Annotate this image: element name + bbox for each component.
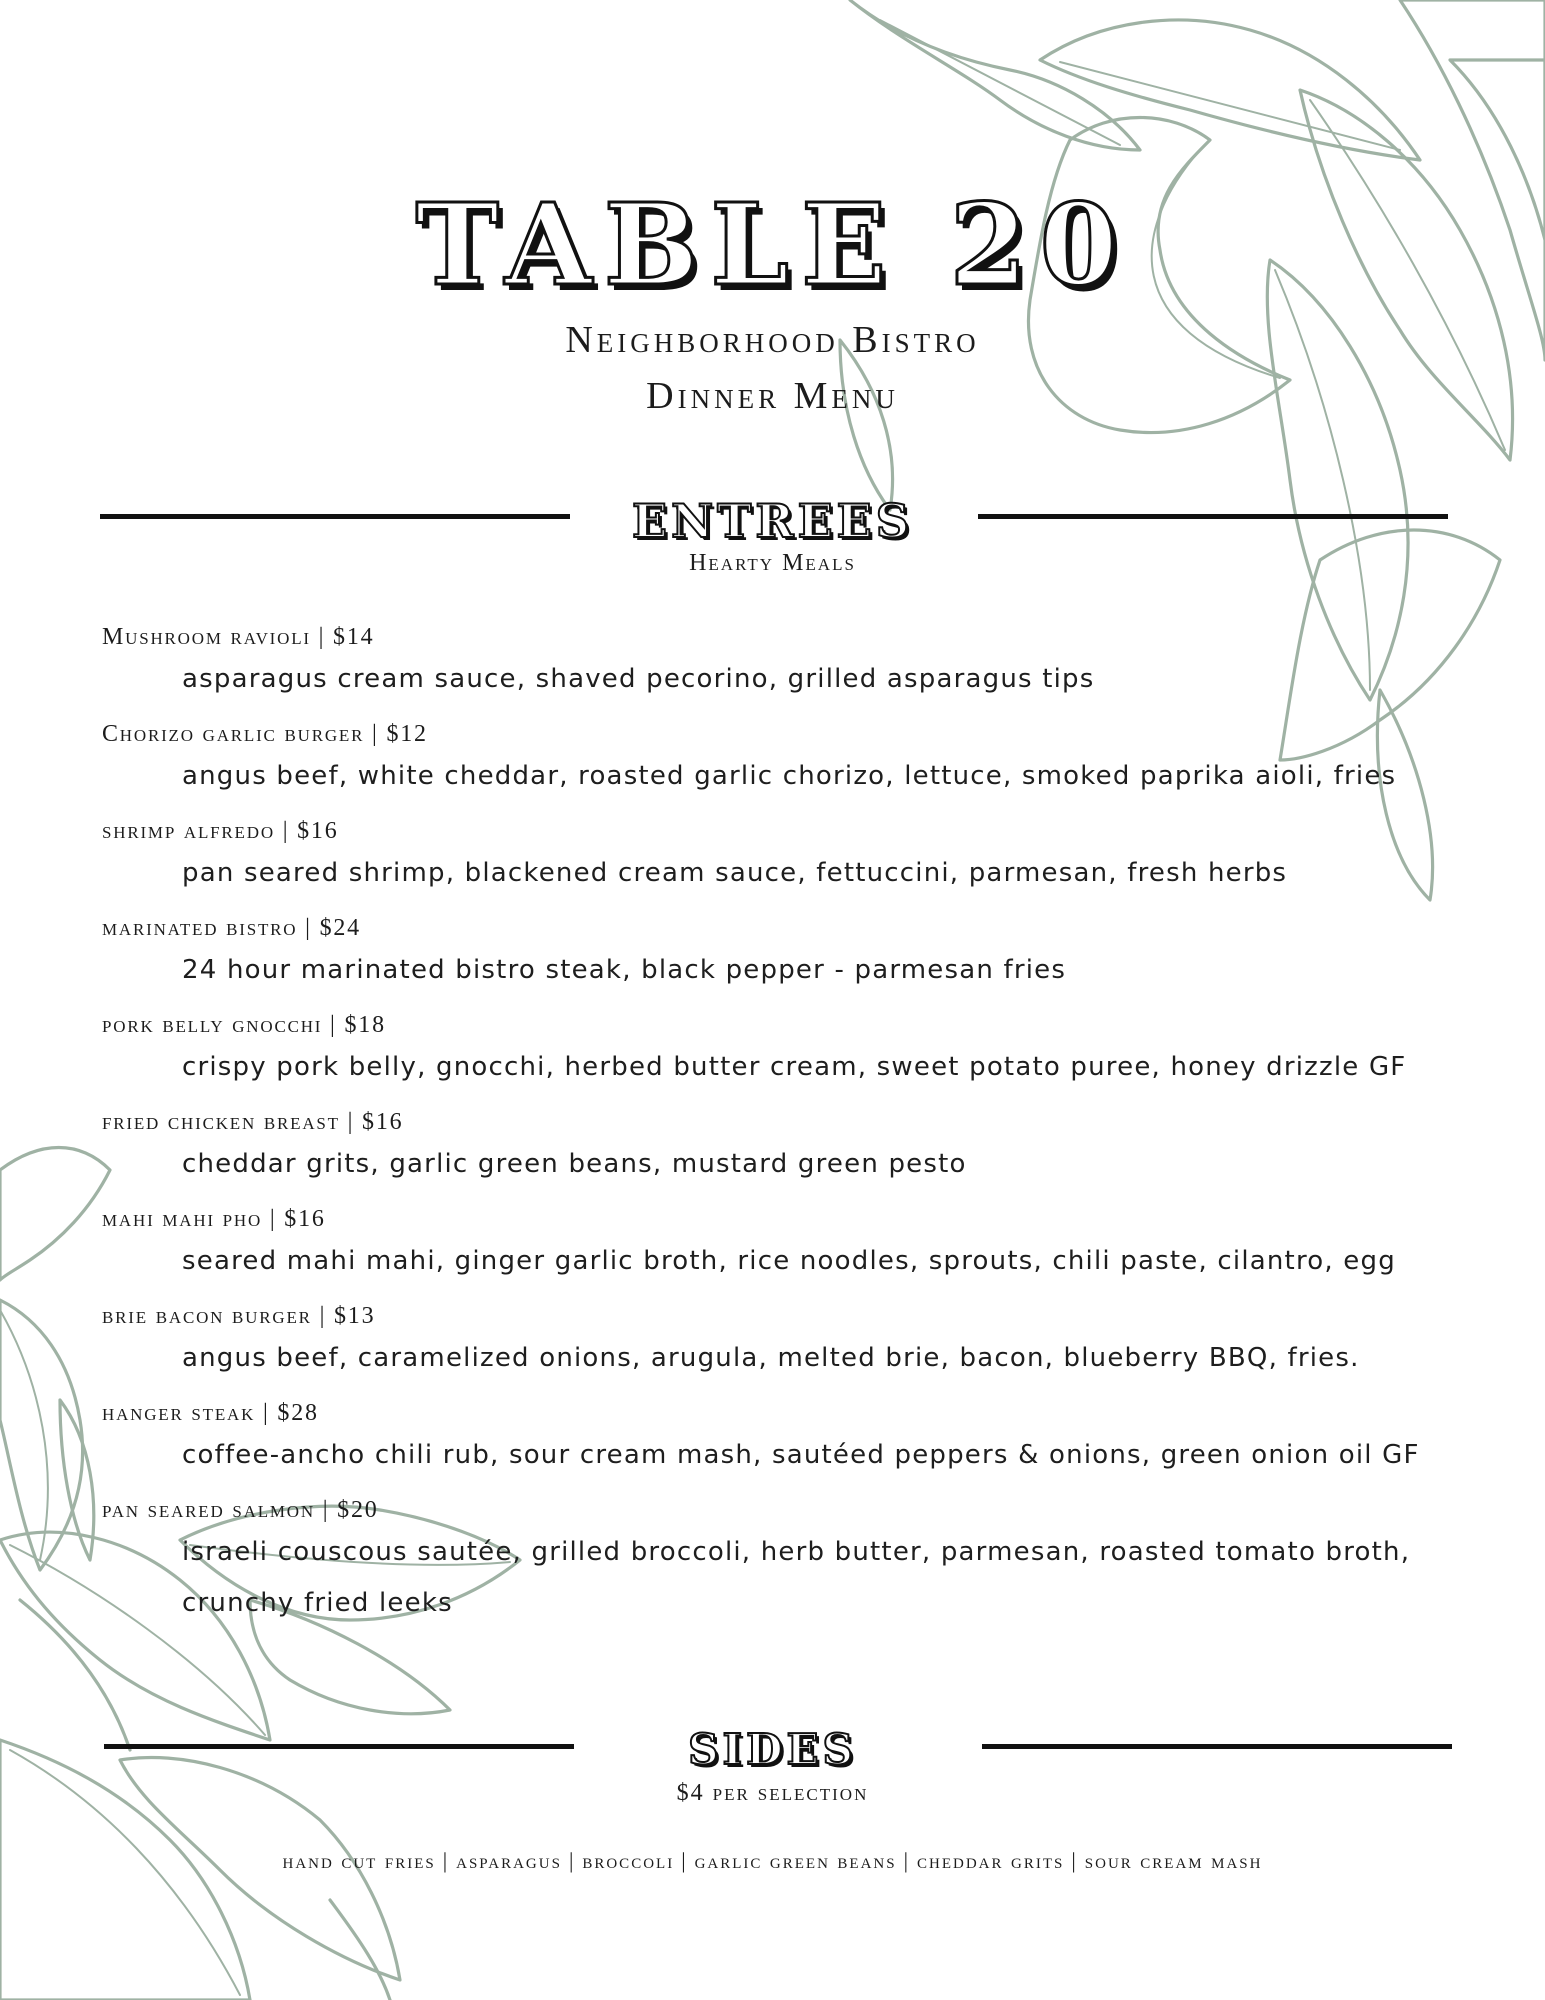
item-name: brie bacon burger | $13 <box>102 1303 376 1329</box>
item-description: asparagus cream sauce, shaved pecorino, grilled asparagus tips <box>182 664 1095 694</box>
item-name: hanger steak | $28 <box>102 1400 319 1426</box>
list-item <box>102 1204 1452 1287</box>
item-description: angus beef, white cheddar, roasted garlic chorizo, lettuce, smoked paprika aioli, fries <box>182 761 1397 791</box>
separator: | <box>681 1848 688 1873</box>
item-name: Mushroom ravioli | $14 <box>102 624 375 650</box>
item-description: seared mahi mahi, ginger garlic broth, rice noodles, sprouts, chili paste, cilantro, egg <box>182 1246 1396 1276</box>
side-item: asparagus <box>456 1848 562 1873</box>
side-item: broccoli <box>582 1848 675 1873</box>
item-description: pan seared shrimp, blackened cream sauce, fettuccini, parmesan, fresh herbs <box>182 858 1288 888</box>
entrees-heading: ENTREES <box>632 494 913 548</box>
restaurant-name: TABLE 20 <box>415 180 1130 311</box>
list-item <box>102 1107 1452 1190</box>
sides-heading: SIDES <box>688 1725 857 1774</box>
list-item <box>102 816 1452 899</box>
list-item <box>102 719 1452 802</box>
side-item: garlic green beans <box>694 1848 897 1873</box>
side-item: cheddar grits <box>917 1848 1065 1873</box>
list-item <box>102 1495 1452 1629</box>
restaurant-tagline: Neighborhood Bistro <box>565 319 980 361</box>
item-name: mahi mahi pho | $16 <box>102 1206 326 1232</box>
list-item <box>102 1301 1452 1384</box>
item-name: Chorizo garlic burger | $12 <box>102 721 428 747</box>
item-description: coffee-ancho chili rub, sour cream mash, sautéed peppers & onions, green onion oil GF <box>182 1440 1420 1470</box>
separator: | <box>903 1848 911 1873</box>
list-item <box>102 1398 1452 1481</box>
item-name: fried chicken breast | $16 <box>102 1109 404 1135</box>
item-name: shrimp alfredo | $16 <box>102 818 339 844</box>
separator: | <box>568 1848 576 1873</box>
entrees-list <box>102 608 1452 1629</box>
separator: | <box>1071 1848 1078 1873</box>
list-item <box>102 1010 1452 1093</box>
list-item <box>102 622 1452 705</box>
item-description: angus beef, caramelized onions, arugula, melted brie, bacon, blueberry BBQ, fries. <box>182 1343 1360 1373</box>
sides-subheading: $4 per selection <box>676 1780 869 1806</box>
list-item <box>102 913 1452 996</box>
side-item: hand cut fries <box>282 1848 436 1873</box>
item-description: crispy pork belly, gnocchi, herbed butter cream, sweet potato puree, honey drizzle GF <box>182 1052 1407 1082</box>
entrees-subheading: Hearty Meals <box>689 550 856 576</box>
menu-name: Dinner Menu <box>646 375 899 417</box>
item-description: cheddar grits, garlic green beans, mustard green pesto <box>182 1149 967 1179</box>
item-name: marinated bistro | $24 <box>102 915 361 941</box>
item-name: pork belly gnocchi | $18 <box>102 1012 386 1038</box>
item-name: pan seared salmon | $20 <box>102 1497 379 1523</box>
item-description: israeli couscous sautée, grilled broccoli, herb butter, parmesan, roasted tomato broth, crunchy fried leeks <box>182 1537 1411 1618</box>
sides-list <box>0 1848 1545 1874</box>
separator: | <box>442 1848 450 1873</box>
item-description: 24 hour marinated bistro steak, black pepper - parmesan fries <box>182 955 1067 985</box>
side-item: sour cream mash <box>1084 1848 1263 1873</box>
